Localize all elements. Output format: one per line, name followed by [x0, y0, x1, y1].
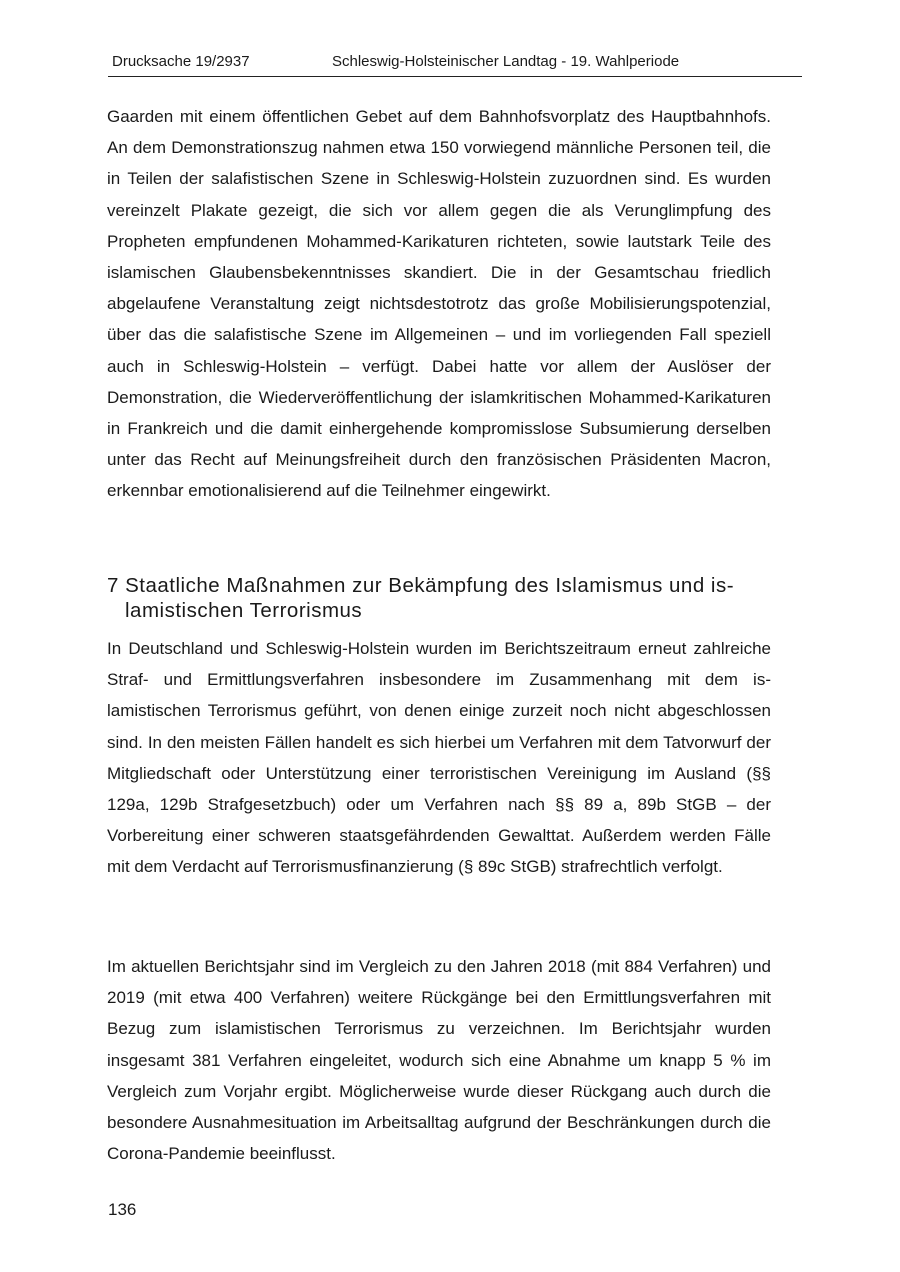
parliament-title: Schleswig-Holsteinischer Landtag - 19. Wahlperiode [332, 53, 680, 70]
paragraph-proceedings: In Deutschland und Schleswig-Holstein wurden im Berichtszeitraum erneut zahlreiche Straf- und Ermittlungsverfahren insbesondere im Zusammenhang mit dem islamistischen Terrorismus geführt, von denen einige zurzeit noch nicht abgeschlossen sind. In den meisten Fällen handelt es sich hierbei um Verfahren mit dem Tatvorwurf der Mitgliedschaft oder Unterstützung einer terroristischen Vereinigung im Ausland (§§ 129a, 129b Strafgesetzbuch) oder um Verfahren nach §§ 89 a, 89b StGB – der Vorbereitung einer schweren staatsgefährdenden Gewalttat. Außerdem werden Fälle mit dem Verdacht auf Terrorismusfinanzierung (§ 89c StGB) strafrechtlich verfolgt. [107, 639, 771, 877]
paragraph-statistics: Im aktuellen Berichtsjahr sind im Vergleich zu den Jahren 2018 (mit 884 Verfahren) und 2019 (mit etwa 400 Verfahren) weitere Rückgänge bei den Ermittlungsverfahren mit Bezug zum islamistischen Terrorismus zu verzeichnen. Im Berichtsjahr wurden insgesamt 381 Verfahren eingeleitet, wodurch sich eine Abnahme um knapp 5 % im Vergleich zum Vorjahr ergibt. Möglicherweise wurde dieser Rückgang auch durch die besondere Ausnahmesituation im Arbeitsalltag aufgrund der Beschränkungen durch die Corona-Pandemie beeinflusst. [107, 957, 771, 1164]
paragraph-demonstration: Gaarden mit einem öffentlichen Gebet auf dem Bahnhofsvorplatz des Hauptbahnhofs. An dem Demonstrationszug nahmen etwa 150 vorwiegend männliche Personen teil, die in Teilen der salafistischen Szene in Schleswig-Holstein zuzuordnen sind. Es wurden vereinzelt Plakate gezeigt, die sich vor allem gegen die als Verunglimpfung des Propheten empfundenen Mohammed-Karikaturen richteten, sowie lautstark Teile des islamischen Glaubensbekenntnisses skandiert. Die in der Gesamtschau friedlich abgelaufene Veranstaltung zeigt nichtsdestotrotz das große Mobilisierungspotenzial, über das die salafistische Szene im Allgemeinen – und im vorliegenden Fall speziell auch in Schleswig-Holstein – verfügt. Dabei hatte vor allem der Auslöser der Demonstration, die Wiederveröffentlichung der islamkritischen Mohammed-Karikaturen in Frankreich und die damit einhergehende kompromisslose Subsumierung derselben unter das Recht auf Meinungsfreiheit durch den französischen Präsidenten Macron, erkennbar emotionalisierend auf die Teilnehmer eingewirkt. [107, 107, 771, 501]
page-header [108, 52, 802, 77]
page-number: 136 [108, 1200, 137, 1219]
document-number: Drucksache 19/2937 [112, 53, 250, 70]
section-heading: 7 Staatliche Maßnahmen zur Bekämpfung des Islamismus und islamistischen Terrorismus [107, 574, 734, 622]
